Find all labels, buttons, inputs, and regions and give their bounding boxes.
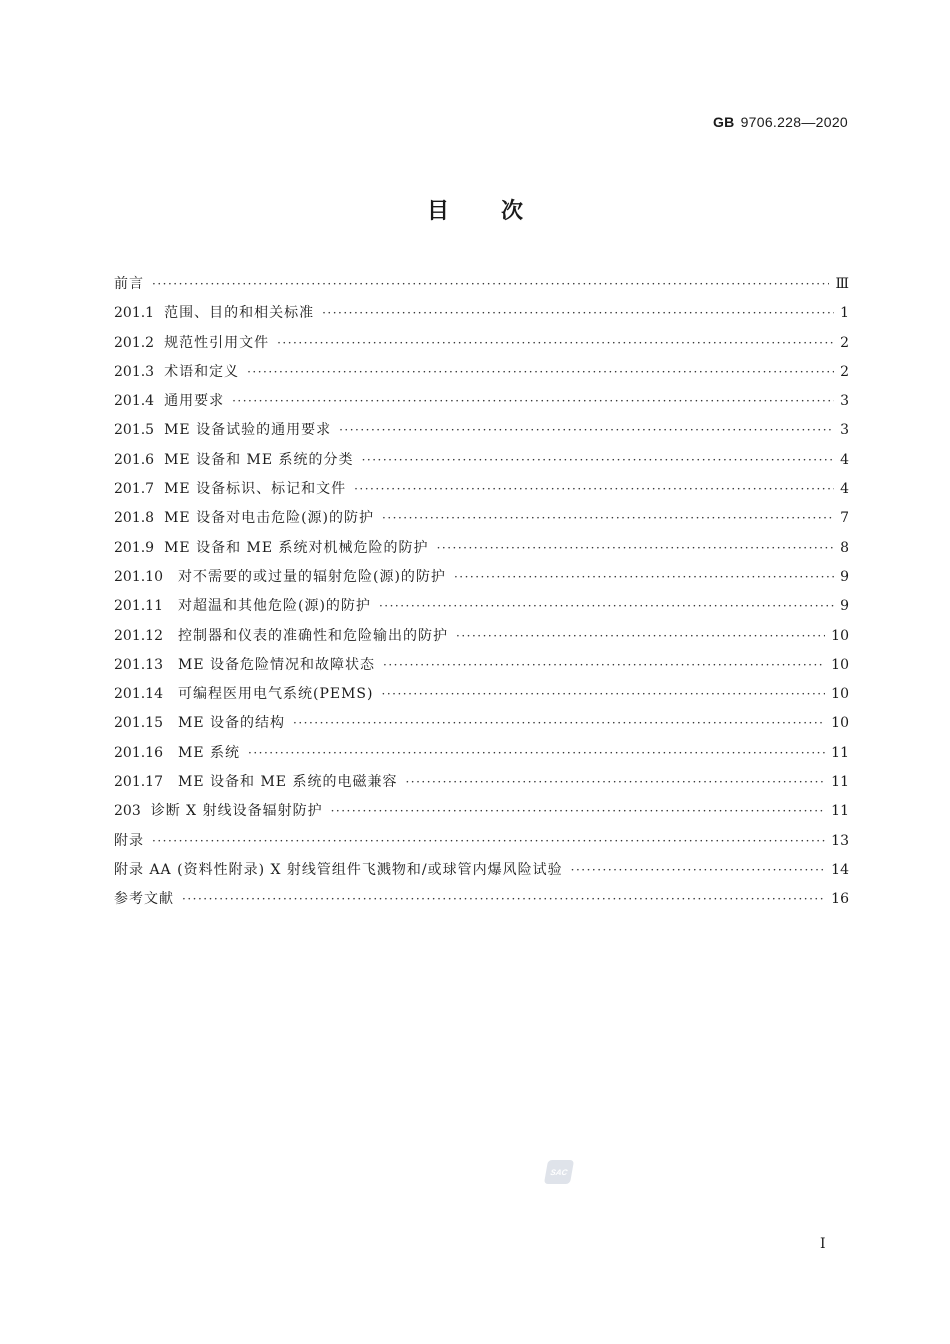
toc-entry-label: 前言	[114, 276, 144, 292]
toc-entry-label: ME 系统	[178, 744, 241, 761]
toc-entry-label: ME 设备对电击危险(源)的防护	[164, 510, 375, 527]
toc-entry-number: 203	[114, 803, 141, 820]
toc-entry-201-4[interactable]	[114, 387, 849, 416]
toc-entry-201-15[interactable]	[114, 709, 849, 738]
toc-entry-label: ME 设备标识、标记和文件	[164, 481, 347, 498]
toc-entry-number: 201.11	[114, 598, 163, 615]
toc-entry-label: 可编程医用电气系统(PEMS)	[178, 686, 374, 703]
toc-entry-page: 3	[840, 393, 849, 410]
toc-entry-201-5[interactable]	[114, 416, 849, 445]
sac-watermark-logo: SAC	[544, 1160, 574, 1184]
toc-leader-dots	[247, 358, 834, 387]
toc-entry-label: 参考文献	[114, 891, 174, 908]
toc-leader-dots	[277, 329, 834, 358]
toc-entry-201-6[interactable]	[114, 446, 849, 475]
toc-entry-page: 10	[831, 686, 849, 703]
toc-entry-appendix[interactable]	[114, 827, 849, 856]
toc-entry-page: 10	[831, 656, 849, 673]
toc-entry-201-2[interactable]	[114, 329, 849, 358]
toc-entry-label: ME 设备的结构	[178, 715, 286, 732]
toc-entry-label: ME 设备危险情况和故障状态	[178, 656, 376, 673]
toc-entry-201-10[interactable]	[114, 563, 849, 592]
toc-entry-label: 对超温和其他危险(源)的防护	[178, 598, 371, 615]
toc-leader-dots	[248, 739, 825, 768]
toc-entry-label: ME 设备和 ME 系统对机械危险的防护	[164, 539, 429, 556]
toc-entry-number: 201.8	[114, 510, 155, 527]
toc-entry-page: 2	[840, 363, 849, 380]
toc-entry-page: 14	[831, 861, 849, 878]
toc-entry-number: 201.1	[114, 305, 155, 322]
toc-entry-appendix-aa[interactable]	[114, 856, 849, 885]
page-number: I	[820, 1236, 826, 1252]
toc-entry-label: ME 设备和 ME 系统的分类	[164, 451, 354, 468]
toc-entry-number: 201.6	[114, 451, 155, 468]
toc-leader-dots	[152, 270, 829, 299]
toc-entry-page: 9	[840, 598, 849, 615]
toc-entry-page: 3	[840, 422, 849, 439]
toc-entry-number: 201.16	[114, 744, 163, 761]
toc-entry-page: 16	[831, 891, 849, 908]
toc-entry-label: 控制器和仪表的准确性和危险输出的防护	[178, 627, 448, 644]
table-of-contents	[114, 270, 849, 915]
toc-leader-dots	[339, 416, 834, 445]
toc-entry-number: 201.14	[114, 686, 163, 703]
toc-entry-201-9[interactable]	[114, 534, 849, 563]
toc-entry-number: 201.9	[114, 539, 155, 556]
toc-leader-dots	[362, 446, 835, 475]
toc-entry-number: 201.13	[114, 656, 163, 673]
toc-entry-page: 7	[840, 510, 849, 527]
toc-leader-dots	[437, 534, 835, 563]
toc-entry-label: 范围、目的和相关标准	[164, 305, 315, 322]
toc-leader-dots	[232, 387, 834, 416]
toc-entry-page: 4	[840, 481, 849, 498]
toc-entry-preface[interactable]	[114, 270, 849, 299]
toc-entry-references[interactable]	[114, 885, 849, 914]
toc-entry-number: 201.2	[114, 334, 155, 351]
toc-leader-dots	[354, 475, 834, 504]
toc-entry-201-14[interactable]	[114, 680, 849, 709]
toc-entry-number: 201.4	[114, 393, 155, 410]
toc-leader-dots	[456, 622, 825, 651]
toc-entry-page: 9	[840, 568, 849, 585]
toc-entry-page: 11	[831, 803, 849, 820]
toc-entry-number: 201.15	[114, 715, 163, 732]
toc-entry-label: 对不需要的或过量的辐射危险(源)的防护	[178, 568, 446, 585]
toc-entry-201-7[interactable]	[114, 475, 849, 504]
toc-leader-dots	[322, 299, 834, 328]
toc-entry-201-8[interactable]	[114, 504, 849, 533]
toc-entry-number: 201.7	[114, 481, 155, 498]
toc-entry-201-13[interactable]	[114, 651, 849, 680]
toc-entry-201-11[interactable]	[114, 592, 849, 621]
toc-entry-page: 2	[840, 334, 849, 351]
toc-entry-page: 4	[840, 451, 849, 468]
toc-entry-201-1[interactable]	[114, 299, 849, 328]
toc-leader-dots	[405, 768, 825, 797]
toc-entry-label: 诊断 X 射线设备辐射防护	[150, 803, 323, 820]
toc-entry-label: 附录 AA (资料性附录) X 射线管组件飞溅物和/或球管内爆风险试验	[114, 861, 563, 878]
toc-entry-number: 201.17	[114, 774, 163, 791]
toc-entry-label: 规范性引用文件	[164, 334, 270, 351]
toc-entry-page: 11	[831, 744, 849, 761]
toc-entry-page: 10	[831, 715, 849, 732]
toc-leader-dots	[571, 856, 826, 885]
toc-entry-page: 1	[840, 305, 849, 322]
toc-entry-number: 201.5	[114, 422, 155, 439]
toc-leader-dots	[383, 651, 825, 680]
standard-prefix: GB	[712, 114, 735, 130]
toc-leader-dots	[382, 680, 826, 709]
toc-entry-203[interactable]	[114, 797, 849, 826]
toc-entry-number: 201.3	[114, 363, 155, 380]
toc-entry-label: ME 设备和 ME 系统的电磁兼容	[178, 774, 398, 791]
toc-entry-number: 201.12	[114, 627, 163, 644]
toc-leader-dots	[379, 592, 834, 621]
page-title: 目次	[426, 199, 575, 224]
toc-entry-number: 201.10	[114, 568, 163, 585]
standard-code	[713, 114, 848, 130]
toc-entry-label: 附录	[114, 832, 144, 849]
toc-entry-page: 13	[831, 832, 849, 849]
toc-leader-dots	[454, 563, 834, 592]
toc-entry-page: 11	[831, 774, 849, 791]
standard-number: 9706.228—2020	[740, 114, 848, 130]
toc-entry-label: 术语和定义	[164, 363, 240, 380]
toc-leader-dots	[382, 504, 834, 533]
toc-entry-201-3[interactable]	[114, 358, 849, 387]
toc-entry-page: 10	[831, 627, 849, 644]
toc-entry-201-17[interactable]	[114, 768, 849, 797]
toc-entry-label: ME 设备试验的通用要求	[164, 422, 332, 439]
toc-entry-201-12[interactable]	[114, 622, 849, 651]
toc-entry-page: Ⅲ	[835, 276, 849, 292]
toc-leader-dots	[293, 709, 825, 738]
toc-leader-dots	[331, 797, 826, 826]
toc-entry-page: 8	[840, 539, 849, 556]
toc-entry-201-16[interactable]	[114, 739, 849, 768]
toc-entry-label: 通用要求	[164, 393, 225, 410]
toc-leader-dots	[152, 827, 825, 856]
toc-leader-dots	[182, 885, 825, 914]
